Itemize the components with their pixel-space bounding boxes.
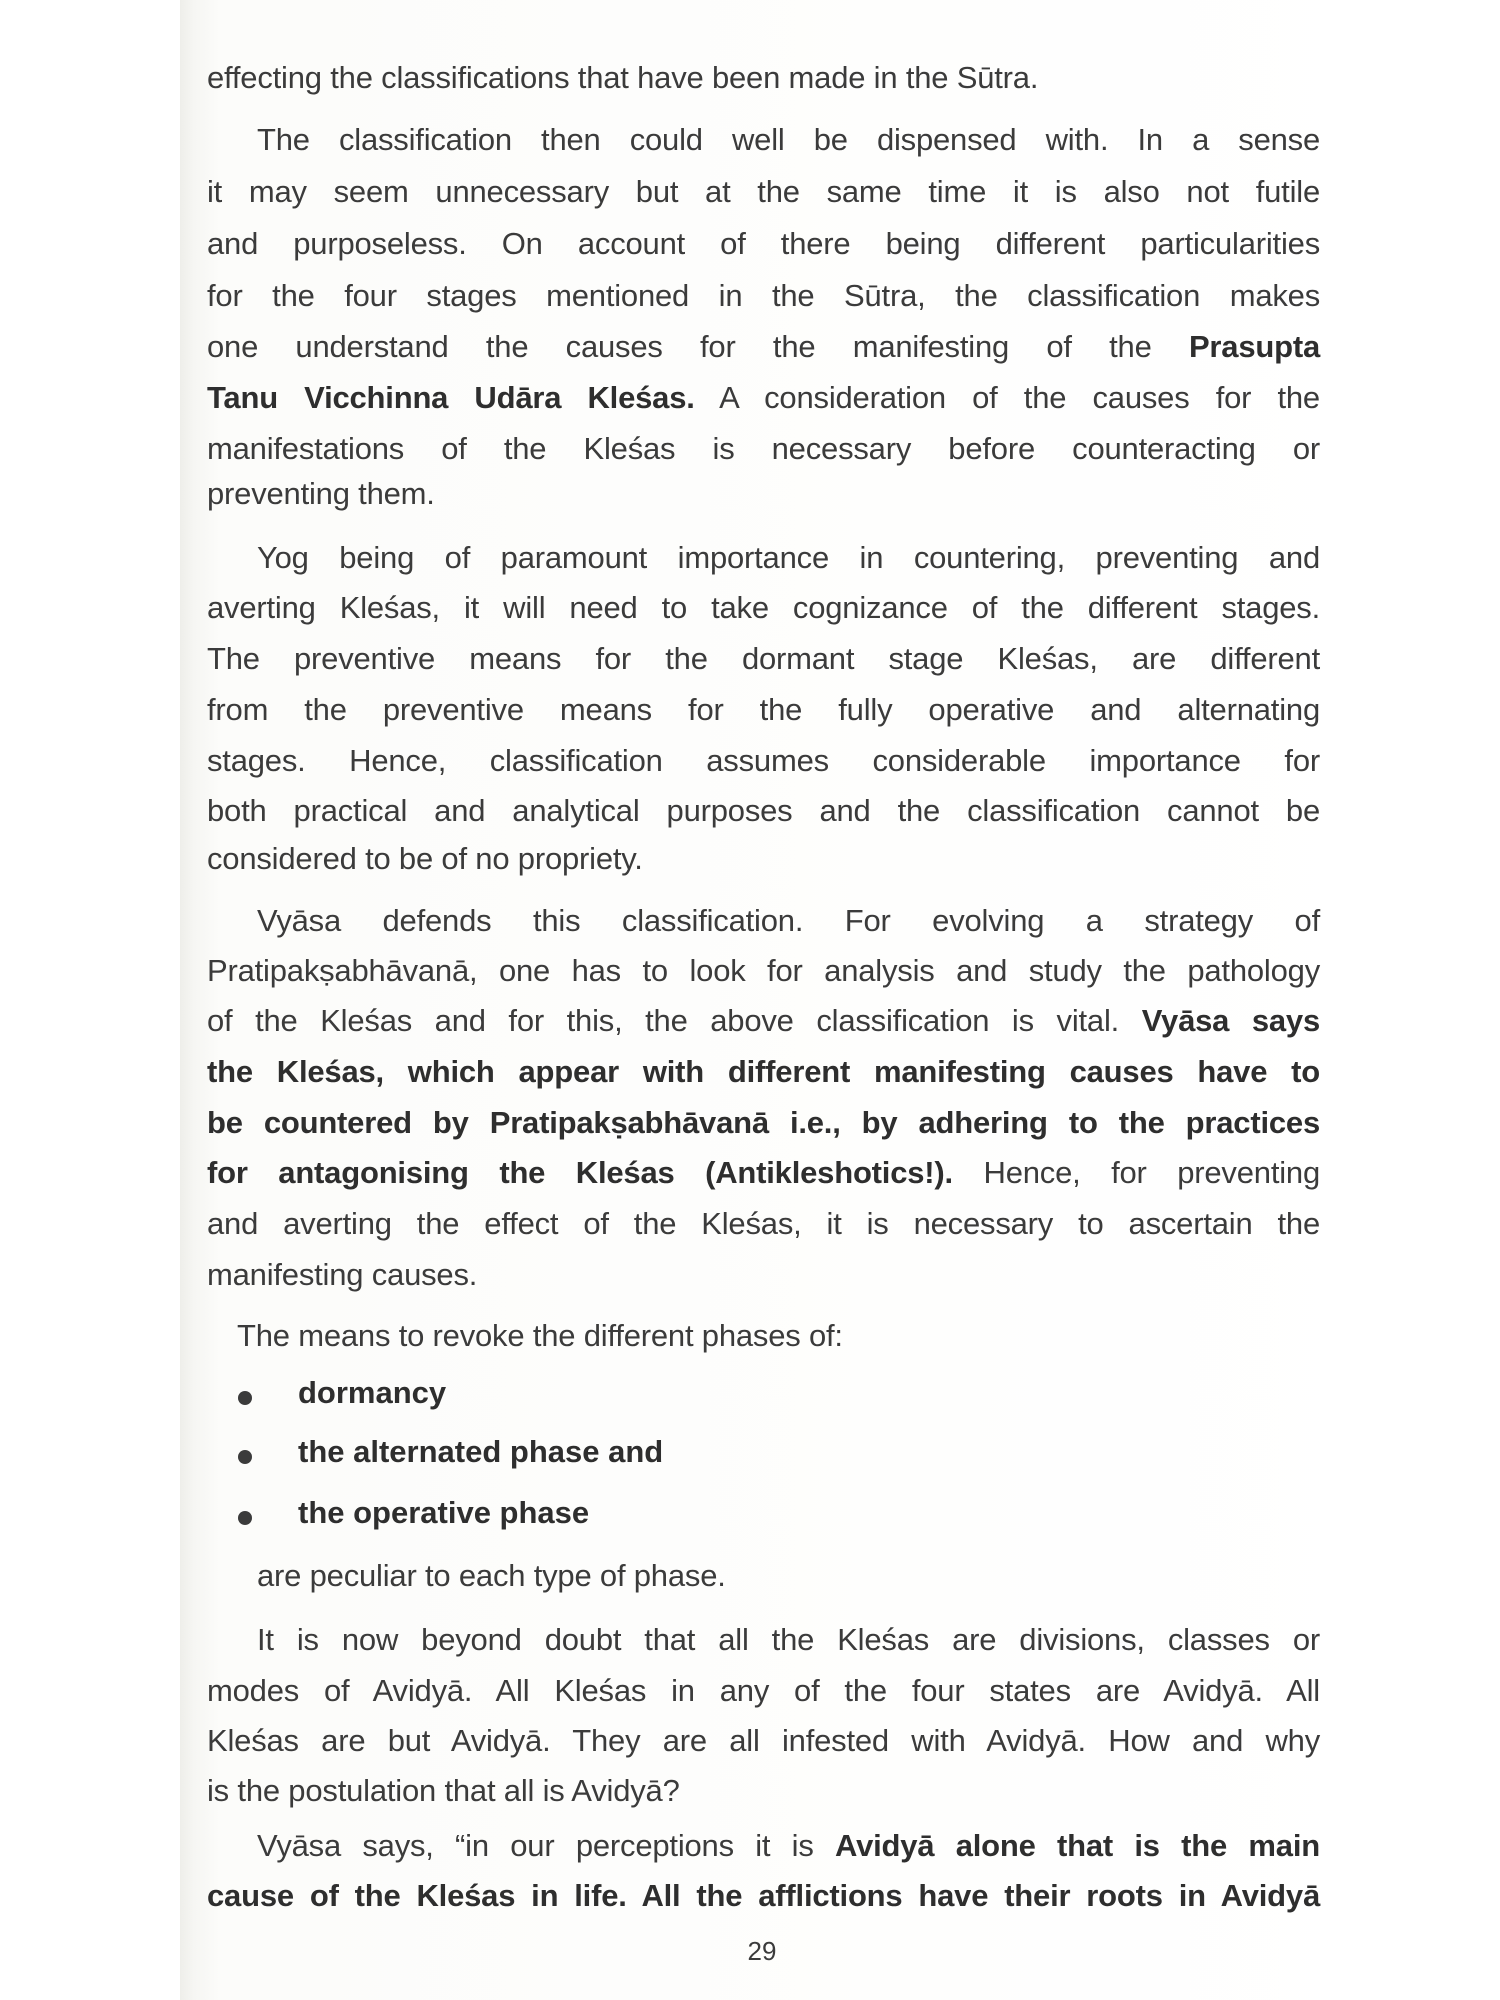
text-line <box>207 429 1320 469</box>
text-run: A consideration of the causes for the <box>694 380 1320 415</box>
text-run: stages. Hence, classification assumes considerable importance for <box>207 743 1320 778</box>
text-run: considered to be of no propriety. <box>207 841 643 876</box>
text-run: averting Kleśas, it will need to take cognizance of the different stages. <box>207 590 1320 625</box>
text-line <box>207 1771 1320 1811</box>
text-run: and averting the effect of the Kleśas, it is necessary to ascertain the <box>207 1206 1320 1241</box>
text-run: The preventive means for the dormant stage Kleśas, are different <box>207 641 1320 676</box>
text-line <box>207 1052 1320 1092</box>
list-item: dormancy <box>298 1375 447 1410</box>
text-line <box>207 690 1320 730</box>
paragraph-first-line <box>257 1826 1320 1866</box>
bold-text-run: Vyāsa says <box>1141 1003 1320 1038</box>
text-run: Vyāsa defends this classification. For evolving a strategy of <box>257 903 1320 938</box>
text-line <box>207 588 1320 628</box>
list-item: the alternated phase and <box>298 1434 664 1469</box>
text-line <box>207 1671 1320 1711</box>
text-run: is the postulation that all is Avidyā? <box>207 1773 680 1808</box>
text-run: The classification then could well be dispensed with. In a sense <box>257 122 1320 157</box>
paragraph-first-line <box>257 538 1320 578</box>
text-run: Hence, for preventing <box>952 1155 1320 1190</box>
bold-text-run: cause of the Kleśas in life. All the afflictions have their roots in Avidyā <box>207 1878 1320 1913</box>
bold-text-run: Avidyā alone that is the main <box>835 1828 1320 1863</box>
text-run: of the Kleśas and for this, the above classification is vital. <box>207 1003 1142 1038</box>
paragraph-first-line <box>257 120 1320 160</box>
text-run: Yog being of paramount importance in countering, preventing and <box>257 540 1320 575</box>
text-run: Pratipakṣabhāvanā, one has to look for analysis and study the pathology <box>207 953 1320 988</box>
text-run: It is now beyond doubt that all the Kleśas are divisions, classes or <box>257 1622 1320 1657</box>
text-run: one understand the causes for the manifesting of the <box>207 329 1189 364</box>
bold-text-run: for antagonising the Kleśas (Antikleshotics!). <box>207 1155 953 1190</box>
text-run: both practical and analytical purposes and the classification cannot be <box>207 793 1320 828</box>
text-line <box>207 1001 1320 1041</box>
text-line <box>207 172 1320 212</box>
bold-text-run: be countered by Pratipakṣabhāvanā i.e., by adhering to the practices <box>207 1105 1320 1140</box>
text-run: preventing them. <box>207 476 435 511</box>
text-line <box>207 741 1320 781</box>
page-number: 29 <box>747 1936 777 1966</box>
list-intro: The means to revoke the different phases of: <box>237 1318 843 1353</box>
list-outro: are peculiar to each type of phase. <box>257 1558 726 1593</box>
bold-text-run: the Kleśas, which appear with different manifesting causes have to <box>207 1054 1320 1089</box>
text-line <box>207 378 1320 418</box>
paragraph-first-line <box>257 1620 1320 1660</box>
text-line <box>207 1721 1320 1761</box>
text-run: for the four stages mentioned in the Sūtra, the classification makes <box>207 278 1320 313</box>
text-line <box>207 1204 1320 1244</box>
bold-text-run: Prasupta <box>1188 329 1320 364</box>
bold-text-run: Tanu Vicchinna Udāra Kleśas. <box>207 380 695 415</box>
text-line <box>207 1103 1320 1143</box>
text-line <box>207 224 1320 264</box>
list-item: the operative phase <box>298 1495 590 1530</box>
bullet-icon <box>238 1391 252 1405</box>
text-line <box>207 1876 1320 1916</box>
text-run: manifesting causes. <box>207 1257 478 1292</box>
text-line <box>207 1153 1320 1193</box>
text-run: effecting the classifications that have been made in the Sūtra. <box>207 60 1039 95</box>
text-line <box>207 639 1320 679</box>
text-line <box>207 1255 1320 1295</box>
text-run: Kleśas are but Avidyā. They are all infested with Avidyā. How and why <box>207 1723 1320 1758</box>
text-run: from the preventive means for the fully operative and alternating <box>207 692 1320 727</box>
text-run: Vyāsa says, “in our perceptions it is <box>257 1828 836 1863</box>
text-run: and purposeless. On account of there being different particularities <box>207 226 1320 261</box>
text-run: it may seem unnecessary but at the same time it is also not futile <box>207 174 1320 209</box>
bullet-icon <box>238 1450 252 1464</box>
text-run: modes of Avidyā. All Kleśas in any of the four states are Avidyā. All <box>207 1673 1320 1708</box>
paragraph-first-line <box>257 901 1320 941</box>
text-line <box>207 839 1320 879</box>
text-line <box>207 474 1320 514</box>
text-line <box>207 276 1320 316</box>
text-line <box>207 58 1320 98</box>
text-line <box>207 327 1320 367</box>
text-run: manifestations of the Kleśas is necessary before counteracting or <box>207 431 1320 466</box>
bullet-icon <box>238 1511 252 1525</box>
text-line <box>207 951 1320 991</box>
text-line <box>207 791 1320 831</box>
